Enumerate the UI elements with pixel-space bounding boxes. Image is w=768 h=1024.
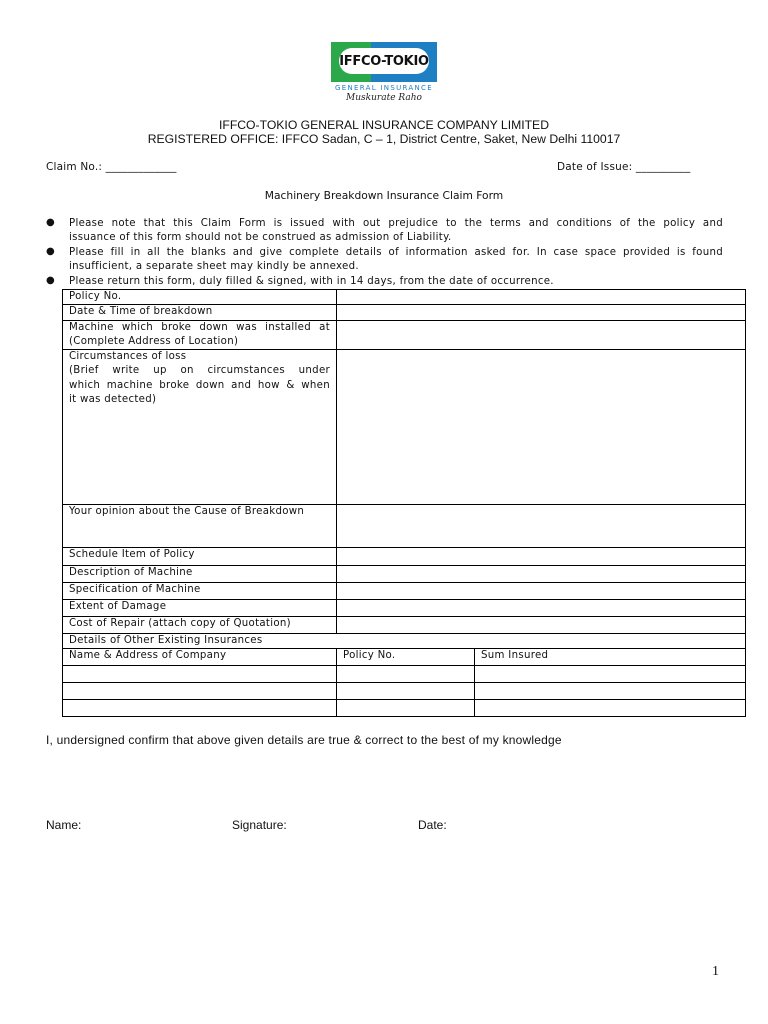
specification-label: Specification of Machine [63,583,337,600]
date-of-issue-field: Date of Issue: __________ [557,161,691,173]
table-row [63,548,746,566]
extent-damage-label: Extent of Damage [63,600,337,617]
form-title: Machinery Breakdown Insurance Claim Form [264,189,504,202]
page-number: 1 [712,964,719,979]
table-row [63,350,746,505]
bullet-icon: ● [46,275,55,286]
note-3-line-1: Please return this form, duly filled & signed, with in 14 days, from the date of occurrence. [69,276,554,287]
circumstances-input[interactable] [337,350,746,505]
schedule-item-label: Schedule Item of Policy [63,548,337,566]
insurance-company-input[interactable] [63,666,337,683]
other-insurances-heading: Details of Other Existing Insurances [63,634,746,649]
machine-location-input[interactable] [337,320,746,350]
table-row [63,683,746,700]
date-time-input[interactable] [337,305,746,320]
col-policy-header: Policy No. [337,649,475,666]
opinion-label: Your opinion about the Cause of Breakdown [63,505,337,548]
logo-name: IFFCO-TOKIO [339,53,429,69]
insurance-policy-input[interactable] [337,666,475,683]
logo-tagline: Muskurate Raho [346,93,422,103]
description-input[interactable] [337,566,746,583]
table-row [63,290,746,305]
insurance-company-input[interactable] [63,700,337,717]
insurance-company-input[interactable] [63,683,337,700]
company-logo [331,42,437,108]
bullet-icon: ● [46,217,55,228]
confirmation-statement: I, undersigned confirm that above given details are true & correct to the best of my knowledge [46,733,562,747]
claim-form-table [62,289,746,717]
insurance-sum-input[interactable] [475,666,746,683]
registered-office: REGISTERED OFFICE: IFFCO Sadan, C – 1, District Centre, Saket, New Delhi 110017 [147,132,621,146]
date-label: Date: [418,818,447,832]
claim-number-field: Claim No.: _____________ [46,161,177,173]
table-row [63,666,746,683]
schedule-item-input[interactable] [337,548,746,566]
specification-input[interactable] [337,583,746,600]
note-2-line-1: Please fill in all the blanks and give complete details of information asked for. In case space provided is found [69,247,723,258]
circumstances-line-1: Circumstances of loss [69,351,187,363]
machine-location-line-2: (Complete Address of Location) [69,335,239,347]
table-row [63,320,746,350]
signature-label: Signature: [232,818,287,832]
insurance-policy-input[interactable] [337,700,475,717]
cost-repair-input[interactable] [337,617,746,634]
table-row [63,305,746,320]
opinion-input[interactable] [337,505,746,548]
col-company-header: Name & Address of Company [63,649,337,666]
circumstances-line-2: (Brief write up on circumstances under [69,365,330,377]
table-row [63,700,746,717]
table-row [63,566,746,583]
col-sum-header: Sum Insured [475,649,746,666]
table-row [63,634,746,649]
machine-location-line-1: Machine which broke down was installed at [69,321,330,333]
insurance-sum-input[interactable] [475,683,746,700]
logo-subtitle: GENERAL INSURANCE [335,84,433,92]
note-1-line-1: Please note that this Claim Form is issued with out prejudice to the terms and conditions of the policy and [69,218,723,229]
date-time-label: Date & Time of breakdown [63,305,337,320]
bullet-icon: ● [46,246,55,257]
circumstances-line-3: which machine broke down and how & when [69,379,330,391]
table-row [63,505,746,548]
logo-pill [339,48,429,74]
description-label: Description of Machine [63,566,337,583]
table-row [63,617,746,634]
table-row [63,600,746,617]
policy-no-label: Policy No. [63,290,337,305]
table-row [63,583,746,600]
insurance-sum-input[interactable] [475,700,746,717]
insurance-policy-input[interactable] [337,683,475,700]
note-1-line-2: issuance of this form should not be construed as admission of Liability. [69,232,452,243]
note-2-line-2: insufficient, a separate sheet may kindly be annexed. [69,261,359,272]
cost-repair-label: Cost of Repair (attach copy of Quotation) [63,617,337,634]
machine-location-label [63,320,337,350]
table-row [63,649,746,666]
extent-damage-input[interactable] [337,600,746,617]
company-name: IFFCO-TOKIO GENERAL INSURANCE COMPANY LIMITED [218,118,549,132]
circumstances-label [63,350,337,505]
name-label: Name: [46,818,82,832]
circumstances-line-4: it was detected) [69,394,157,406]
policy-no-input[interactable] [337,290,746,305]
